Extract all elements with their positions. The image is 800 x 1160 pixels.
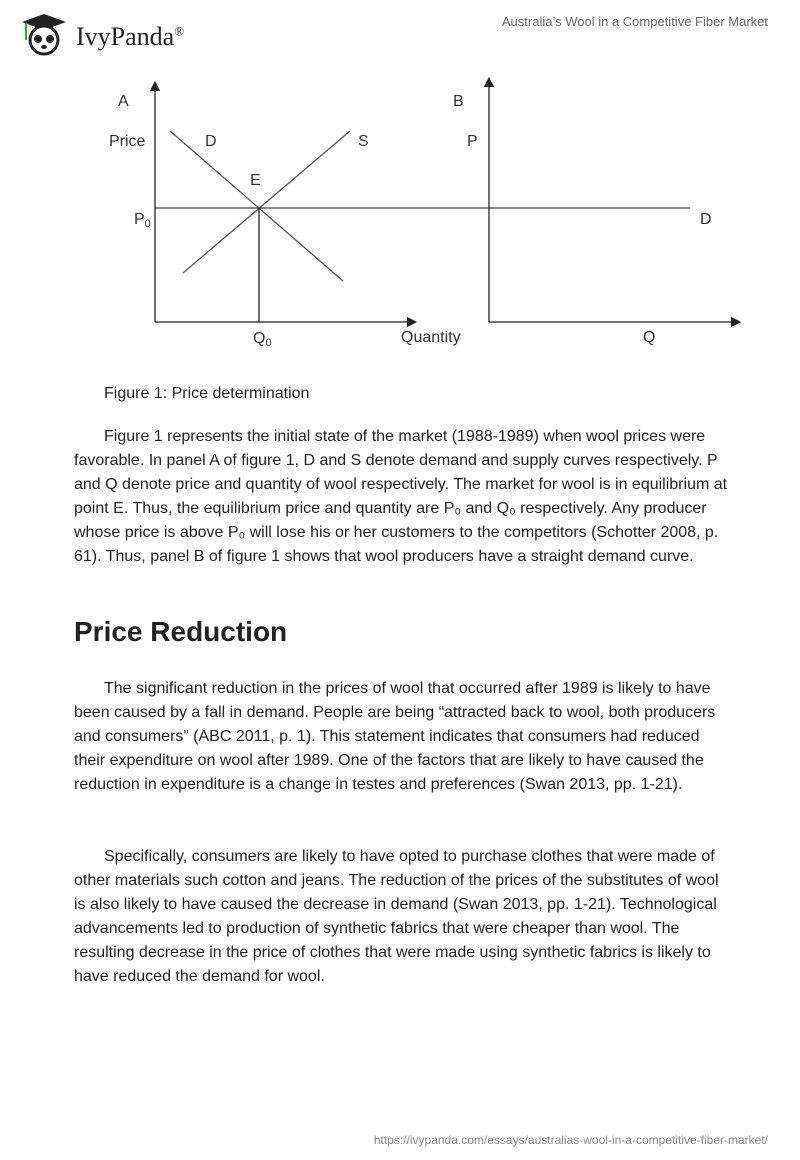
p0-label: P0 — [134, 211, 151, 230]
document-title: Australia’s Wool in a Competitive Fiber Market — [501, 14, 768, 29]
registered-mark: ® — [174, 23, 185, 39]
price-determination-figure — [0, 0, 800, 360]
demand-curve — [170, 131, 343, 281]
quantity-axis-label: Quantity — [401, 329, 461, 346]
section-heading: Price Reduction — [74, 616, 288, 647]
demand-label: D — [205, 133, 217, 150]
panel-b-price-label: P — [467, 133, 478, 150]
paragraph-3: Specifically, consumers are likely to have opted to purchase clothes that were made of other materials such cotton and jeans. The reduction of the prices of the substitutes of wool is also likely to have caused the decrease in demand (Swan 2013, pp. 1-21). Technological advancements led to production of synthetic fabrics that were cheaper than wool. The resulting decrease in the price of clothes that were made using synthetic fabrics is likely to have reduced the demand for wool. — [74, 848, 719, 985]
supply-label: S — [358, 133, 369, 150]
figure-caption: Figure 1: Price determination — [104, 385, 310, 402]
brand-text: IvyPanda — [76, 22, 175, 51]
source-url[interactable]: https://ivypanda.com/essays/australias-wool-in-a-competitive-fiber-market/ — [373, 1133, 768, 1147]
q0-label: Q0 — [253, 330, 272, 349]
supply-curve — [183, 131, 350, 273]
panel-b-label: B — [453, 93, 464, 110]
equilibrium-label: E — [250, 172, 261, 189]
price-axis-label: Price — [109, 133, 146, 150]
panel-b-quantity-label: Q — [643, 329, 656, 346]
panel-b-demand-label: D — [700, 211, 712, 228]
panel-a-label: A — [118, 93, 129, 110]
paragraph-2: The significant reduction in the prices of wool that occurred after 1989 is likely to have been caused by a fall in demand. People are being “attracted back to wool, both producers and consumers” (ABC 2011, p. 1). This statement indicates that consumers had reduced their expenditure on wool after 1989. One of the factors that are likely to have caused the reduction in expenditure is a change in testes and preferences (Swan 2013, pp. 1-21). — [74, 680, 716, 793]
paragraph-1: Figure 1 represents the initial state of the market (1988-1989) when wool prices were favorable. In panel A of figure 1, D and S denote demand and supply curves respectively. P and Q denote price and quantity of wool respectively. The market for wool is in equilibrium at point E. Thus, the equilibrium price and quantity are P₀ and Q₀ respectively. Any producer whose price is above P₀ will lose his or her customers to the competitors (Schotter 2008, p. 61). Thus, panel B of figure 1 shows that wool producers have a straight demand curve. — [74, 428, 728, 565]
